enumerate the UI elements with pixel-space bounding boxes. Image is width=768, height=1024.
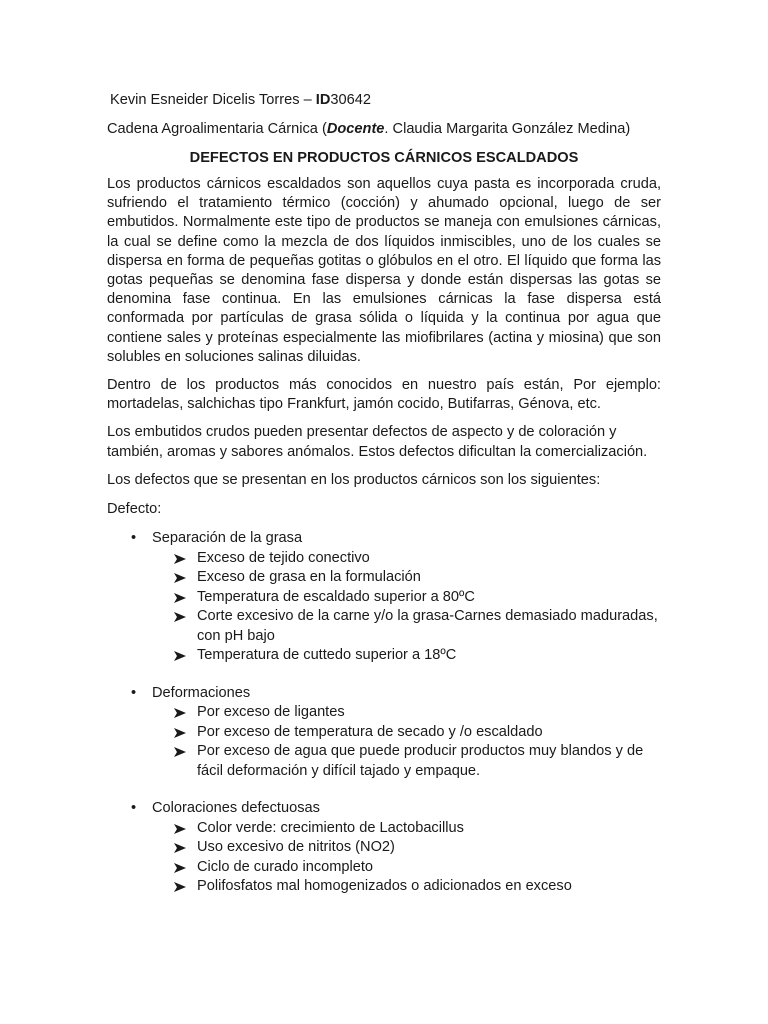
cause-list [152,819,661,897]
cause-item: Por exceso de temperatura de secado y /o escaldado [152,723,661,743]
cause-item: Ciclo de curado incompleto [152,858,661,878]
defect-name: Separación de la grasa [152,530,303,547]
arrow-bullet-icon [174,573,186,583]
arrow-bullet-icon [174,747,186,757]
defect-name: Coloraciones defectuosas [152,800,320,817]
paragraph-defects-overview: Los embutidos crudos pueden presentar defectos de aspecto y de coloración y también, aromas y sabores anómalos. Estos defectos dificultan la comercialización. [107,424,648,460]
arrow-bullet-icon [174,708,186,718]
arrow-bullet-icon [174,843,186,853]
arrow-bullet-icon [174,593,186,603]
defect-heading: Defecto: [107,501,162,518]
course-name: Cadena Agroalimentaria Cárnica ( [107,121,327,137]
teacher-name: . Claudia Margarita González Medina) [384,121,631,137]
cause-item: Uso excesivo de nitritos (NO2) [152,838,661,858]
cause-item: Exceso de grasa en la formulación [152,568,661,588]
cause-list [152,549,661,666]
id-label: ID [315,92,331,108]
bullet-icon: • [131,684,137,701]
course-line [107,119,661,139]
defect-item [107,684,661,782]
author-name: Kevin Esneider Dicelis Torres – [110,92,316,108]
cause-item: Por exceso de ligantes [152,703,661,723]
cause-item: Por exceso de agua que puede producir productos muy blandos y de fácil deformación y difícil tajado y empaque. [152,742,661,781]
teacher-label: Docente [326,121,385,137]
paragraph-defects-list-intro: Los defectos que se presentan en los productos cárnicos son los siguientes: [107,471,601,488]
arrow-bullet-icon [174,824,186,834]
arrow-bullet-icon [174,651,186,661]
author-line [110,90,661,110]
arrow-bullet-icon [174,554,186,564]
arrow-bullet-icon [174,728,186,738]
paragraph-intro: Los productos cárnicos escaldados son aquellos cuya pasta es incorporada cruda, sufriendo el tratamiento térmico (cocción) y ahumado opcional, luego de ser embutidos. Normalmente este tipo de productos se maneja con emulsiones cárnicas, la cual se define como la mezcla de dos líquidos inmiscibles, uno de los cuales se dispersa en forma de pequeñas gotitas o glóbulos en el otro. El líquido que forma las gotas pequeñas se denomina fase dispersa y donde están dispersas las gotas se denomina fase continua. En las emulsiones cárnicas la fase dispersa está conformada por partículas de grasa sólida o líquida y la continua por agua que contiene sales y proteínas especialmente las miofibrilares (actina y miosina) que son solubles en soluciones salinas diluidas. [107,176,661,365]
cause-item: Temperatura de cuttedo superior a 18ºC [152,646,661,666]
document-title: DEFECTOS EN PRODUCTOS CÁRNICOS ESCALDADOS [189,150,579,166]
arrow-bullet-icon [174,882,186,892]
defect-list [107,529,661,897]
cause-item: Corte excesivo de la carne y/o la grasa-Carnes demasiado maduradas, con pH bajo [152,607,661,646]
bullet-icon: • [131,800,137,817]
arrow-bullet-icon [174,863,186,873]
arrow-bullet-icon [174,612,186,622]
paragraph-products: Dentro de los productos más conocidos en nuestro país están, Por ejemplo: mortadelas, salchichas tipo Frankfurt, jamón cocido, Butifarras, Génova, etc. [107,377,661,413]
defect-name: Deformaciones [152,684,251,701]
cause-item: Exceso de tejido conectivo [152,549,661,569]
cause-item: Polifosfatos mal homogenizados o adicionados en exceso [152,877,661,897]
defect-item [107,799,661,897]
cause-item: Temperatura de escaldado superior a 80ºC [152,588,661,608]
bullet-icon: • [131,530,137,547]
cause-list [152,703,661,781]
defect-item [107,529,661,666]
id-number: 30642 [330,92,371,108]
document-page [107,90,661,915]
cause-item: Color verde: crecimiento de Lactobacillus [152,819,661,839]
